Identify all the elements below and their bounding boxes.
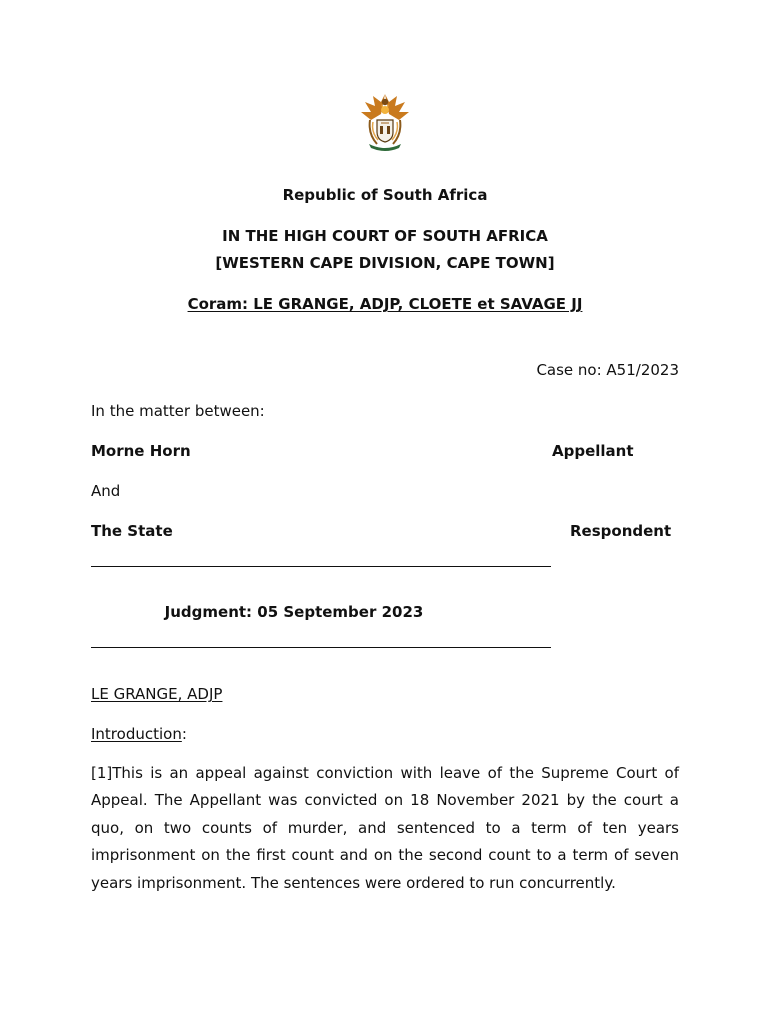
- section-heading-line: [91, 725, 187, 743]
- section-heading: Introduction: [91, 725, 182, 743]
- division-heading: [WESTERN CAPE DIVISION, CAPE TOWN]: [215, 254, 555, 272]
- respondent-role: Respondent: [570, 522, 672, 540]
- south-africa-coat-of-arms-icon: [359, 90, 411, 154]
- matter-between-label: In the matter between:: [91, 402, 265, 420]
- court-heading: IN THE HIGH COURT OF SOUTH AFRICA: [222, 227, 548, 245]
- judge-name: LE GRANGE, ADJP: [91, 685, 223, 703]
- section-heading-colon: :: [181, 725, 187, 743]
- divider-bottom: [91, 647, 551, 648]
- respondent-name: The State: [91, 522, 173, 540]
- appellant-role: Appellant: [552, 442, 634, 460]
- republic-heading: Republic of South Africa: [282, 186, 488, 204]
- judgment-line-wrap: [91, 603, 679, 621]
- case-number: Case no: A51/2023: [536, 361, 679, 379]
- coram-text: Coram: LE GRANGE, ADJP, CLOETE et SAVAGE JJ: [187, 295, 583, 313]
- coram-line: [0, 295, 770, 313]
- appellant-name: Morne Horn: [91, 442, 191, 460]
- judge-line: [91, 685, 222, 703]
- judgment-date: Judgment: 05 September 2023: [164, 603, 424, 621]
- and-label: And: [91, 482, 121, 500]
- divider-top: [91, 566, 551, 567]
- paragraph-1: [1]This is an appeal against conviction with leave of the Supreme Court of Appeal. The Appellant was convicted on 18 November 2021 by the court a quo, on two counts of murder, and sentenced to a term of ten years imprisonment on the first count and on the second count to a term of seven years imprisonment. The sentences were ordered to run concurrently.: [91, 764, 679, 892]
